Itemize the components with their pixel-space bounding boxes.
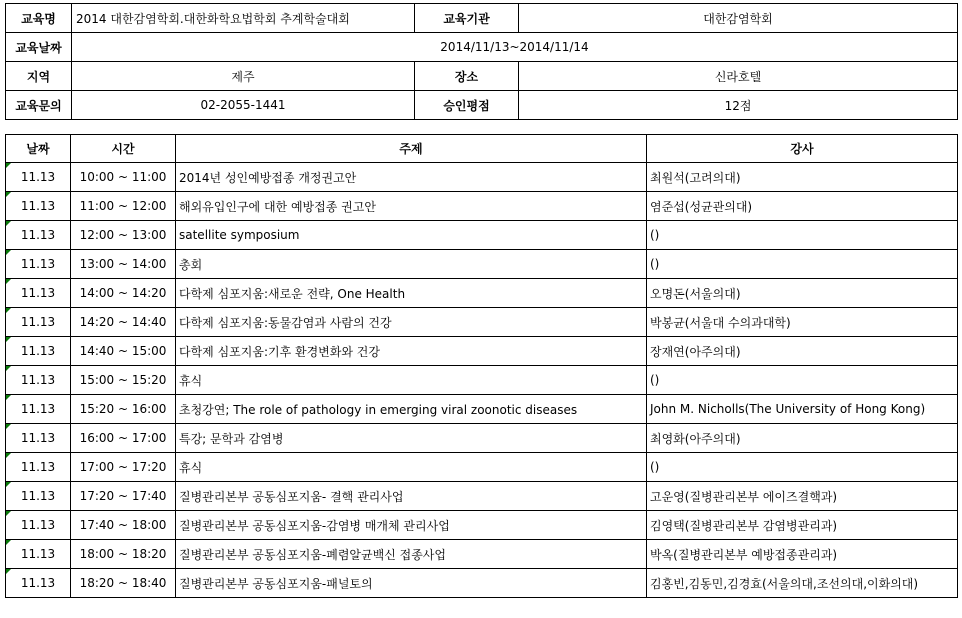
time-cell-text: 18:20 ~ 18:40 — [79, 576, 167, 590]
date-cell[interactable] — [6, 308, 71, 337]
date-cell[interactable] — [6, 569, 71, 598]
topic-cell-text: 다학제 심포지움:새로운 전략, One Health — [179, 286, 406, 301]
topic-cell-text: 질병관리본부 공동심포지움-감염병 매개체 관리사업 — [179, 518, 450, 533]
contact-value: 02-2055-1441 — [72, 91, 415, 120]
table-row — [6, 424, 958, 453]
date-cell[interactable] — [6, 395, 71, 424]
cell-indicator-icon — [6, 250, 11, 255]
date-cell-text: 11.13 — [20, 315, 56, 329]
speaker-cell[interactable] — [647, 424, 958, 453]
topic-cell-text: 초청강연; The role of pathology in emerging viral zoonotic diseases — [179, 402, 578, 417]
credit-label: 승인평점 — [415, 91, 519, 120]
topic-cell[interactable] — [176, 221, 647, 250]
topic-cell[interactable] — [176, 366, 647, 395]
speaker-cell-text: 염준섭(성균관의대) — [650, 199, 753, 214]
speaker-cell[interactable] — [647, 250, 958, 279]
table-row — [6, 540, 958, 569]
speaker-cell[interactable] — [647, 192, 958, 221]
course-name-value: 2014 대한감염학회.대한화학요법학회 추계학술대회 — [72, 4, 415, 33]
time-cell[interactable] — [71, 163, 176, 192]
date-cell-text: 11.13 — [20, 489, 56, 503]
topic-cell-text: 휴식 — [179, 373, 203, 388]
date-cell-text: 11.13 — [20, 518, 56, 532]
header-time: 시간 — [71, 135, 176, 163]
table-row — [6, 163, 958, 192]
topic-cell[interactable] — [176, 540, 647, 569]
topic-cell-text: 해외유입인구에 대한 예방접종 권고안 — [179, 199, 376, 214]
cell-indicator-icon — [6, 569, 11, 574]
schedule-header-row — [6, 135, 958, 163]
topic-cell[interactable] — [176, 337, 647, 366]
cell-indicator-icon — [6, 308, 11, 313]
venue-value: 신라호텔 — [519, 62, 958, 91]
speaker-cell-text: () — [650, 460, 660, 474]
cell-indicator-icon — [6, 395, 11, 400]
course-date-label: 교육날짜 — [6, 33, 72, 62]
time-cell-text: 16:00 ~ 17:00 — [79, 431, 167, 445]
time-cell-text: 14:40 ~ 15:00 — [79, 344, 167, 358]
date-cell-text: 11.13 — [20, 228, 56, 242]
speaker-cell[interactable] — [647, 569, 958, 598]
speaker-cell-text: () — [650, 373, 660, 387]
course-org-label: 교육기관 — [415, 4, 519, 33]
topic-cell[interactable] — [176, 511, 647, 540]
speaker-cell-text: () — [650, 228, 660, 242]
speaker-cell-text: 김홍빈,김동민,김경효(서울의대,조선의대,이화의대) — [650, 576, 919, 591]
date-cell-text: 11.13 — [20, 373, 56, 387]
speaker-cell-text: 박옥(질병관리본부 예방접종관리과) — [650, 547, 838, 562]
table-row — [6, 337, 958, 366]
time-cell[interactable] — [71, 424, 176, 453]
table-row — [6, 308, 958, 337]
time-cell-text: 15:00 ~ 15:20 — [79, 373, 167, 387]
time-cell[interactable] — [71, 366, 176, 395]
course-name-label: 교육명 — [6, 4, 72, 33]
time-cell-text: 17:20 ~ 17:40 — [79, 489, 167, 503]
header-topic: 주제 — [176, 135, 647, 163]
cell-indicator-icon — [6, 366, 11, 371]
table-row — [6, 221, 958, 250]
cell-indicator-icon — [6, 221, 11, 226]
speaker-cell-text: 김영택(질병관리본부 감염병관리과) — [650, 518, 838, 533]
cell-indicator-icon — [6, 337, 11, 342]
time-cell-text: 18:00 ~ 18:20 — [79, 547, 167, 561]
time-cell[interactable] — [71, 337, 176, 366]
date-cell-text: 11.13 — [20, 199, 56, 213]
cell-indicator-icon — [6, 453, 11, 458]
topic-cell[interactable] — [176, 424, 647, 453]
time-cell[interactable] — [71, 540, 176, 569]
topic-cell[interactable] — [176, 395, 647, 424]
table-row — [6, 250, 958, 279]
topic-cell[interactable] — [176, 192, 647, 221]
info-row-contact — [6, 91, 958, 120]
topic-cell-text: 휴식 — [179, 460, 203, 475]
header-speaker: 강사 — [647, 135, 958, 163]
cell-indicator-icon — [6, 511, 11, 516]
date-cell[interactable] — [6, 424, 71, 453]
speaker-cell-text: 장재연(아주의대) — [650, 344, 741, 359]
cell-indicator-icon — [6, 424, 11, 429]
topic-cell[interactable] — [176, 482, 647, 511]
speaker-cell-text: () — [650, 257, 660, 271]
speaker-cell[interactable] — [647, 308, 958, 337]
speaker-cell[interactable] — [647, 221, 958, 250]
cell-indicator-icon — [6, 482, 11, 487]
topic-cell-text: 다학제 심포지움:기후 환경변화와 건강 — [179, 344, 380, 359]
table-row — [6, 192, 958, 221]
time-cell-text: 17:40 ~ 18:00 — [79, 518, 167, 532]
date-cell[interactable] — [6, 337, 71, 366]
date-cell-text: 11.13 — [20, 344, 56, 358]
table-row — [6, 395, 958, 424]
topic-cell[interactable] — [176, 569, 647, 598]
date-cell[interactable] — [6, 163, 71, 192]
info-row-date — [6, 33, 958, 62]
venue-label: 장소 — [415, 62, 519, 91]
time-cell[interactable] — [71, 192, 176, 221]
time-cell-text: 15:20 ~ 16:00 — [79, 402, 167, 416]
topic-cell[interactable] — [176, 308, 647, 337]
header-date: 날짜 — [6, 135, 71, 163]
date-cell-text: 11.13 — [20, 402, 56, 416]
topic-cell-text: 특강; 문학과 감염병 — [179, 431, 284, 446]
date-cell[interactable] — [6, 540, 71, 569]
contact-label: 교육문의 — [6, 91, 72, 120]
date-cell-text: 11.13 — [20, 170, 56, 184]
time-cell[interactable] — [71, 250, 176, 279]
date-cell-text: 11.13 — [20, 547, 56, 561]
time-cell[interactable] — [71, 453, 176, 482]
time-cell-text: 12:00 ~ 13:00 — [79, 228, 167, 242]
credit-value: 12점 — [519, 91, 958, 120]
time-cell[interactable] — [71, 221, 176, 250]
speaker-cell-text: 고운영(질병관리본부 에이즈결핵과) — [650, 489, 838, 504]
speaker-cell[interactable] — [647, 337, 958, 366]
speaker-cell-text: 최영화(아주의대) — [650, 431, 741, 446]
time-cell-text: 11:00 ~ 12:00 — [79, 199, 167, 213]
time-cell-text: 17:00 ~ 17:20 — [79, 460, 167, 474]
topic-cell[interactable] — [176, 250, 647, 279]
topic-cell-text: 질병관리본부 공동심포지움- 결핵 관리사업 — [179, 489, 404, 504]
cell-indicator-icon — [6, 540, 11, 545]
speaker-cell-text: 박봉균(서울대 수의과대학) — [650, 315, 791, 330]
date-cell-text: 11.13 — [20, 576, 56, 590]
table-row — [6, 453, 958, 482]
time-cell-text: 13:00 ~ 14:00 — [79, 257, 167, 271]
speaker-cell[interactable] — [647, 395, 958, 424]
date-cell[interactable] — [6, 511, 71, 540]
topic-cell-text: 다학제 심포지움:동물감염과 사람의 건강 — [179, 315, 392, 330]
info-row-name — [6, 4, 958, 33]
speaker-cell[interactable] — [647, 279, 958, 308]
speaker-cell-text: 오명돈(서울의대) — [650, 286, 741, 301]
date-cell-text: 11.13 — [20, 257, 56, 271]
time-cell[interactable] — [71, 511, 176, 540]
topic-cell-text: 2014년 성인예방접종 개정권고안 — [179, 170, 357, 185]
date-cell[interactable] — [6, 250, 71, 279]
topic-cell-text: 질병관리본부 공동심포지움-폐렴알균백신 접종사업 — [179, 547, 446, 562]
schedule-table — [5, 134, 958, 598]
topic-cell[interactable] — [176, 279, 647, 308]
speaker-cell-text: 최원석(고려의대) — [650, 170, 741, 185]
time-cell[interactable] — [71, 395, 176, 424]
table-row — [6, 366, 958, 395]
date-cell[interactable] — [6, 453, 71, 482]
table-row — [6, 279, 958, 308]
time-cell[interactable] — [71, 308, 176, 337]
table-row — [6, 569, 958, 598]
speaker-cell[interactable] — [647, 453, 958, 482]
topic-cell-text: 질병관리본부 공동심포지움-패널토의 — [179, 576, 373, 591]
speaker-cell-text: John M. Nicholls(The University of Hong Kong) — [650, 402, 926, 416]
table-row — [6, 511, 958, 540]
date-cell[interactable] — [6, 482, 71, 511]
region-label: 지역 — [6, 62, 72, 91]
table-row — [6, 482, 958, 511]
cell-indicator-icon — [6, 163, 11, 168]
time-cell[interactable] — [71, 569, 176, 598]
date-cell-text: 11.13 — [20, 460, 56, 474]
time-cell-text: 10:00 ~ 11:00 — [79, 170, 167, 184]
date-cell[interactable] — [6, 221, 71, 250]
topic-cell-text: 총회 — [179, 257, 203, 272]
time-cell-text: 14:00 ~ 14:20 — [79, 286, 167, 300]
date-cell-text: 11.13 — [20, 431, 56, 445]
speaker-cell[interactable] — [647, 511, 958, 540]
time-cell[interactable] — [71, 279, 176, 308]
speaker-cell[interactable] — [647, 540, 958, 569]
course-date-value: 2014/11/13~2014/11/14 — [72, 33, 958, 62]
date-cell-text: 11.13 — [20, 286, 56, 300]
time-cell-text: 14:20 ~ 14:40 — [79, 315, 167, 329]
date-cell[interactable] — [6, 279, 71, 308]
course-info-table — [5, 3, 958, 120]
topic-cell[interactable] — [176, 163, 647, 192]
topic-cell-text: satellite symposium — [179, 228, 300, 242]
speaker-cell[interactable] — [647, 163, 958, 192]
schedule-body — [6, 163, 958, 598]
speaker-cell[interactable] — [647, 366, 958, 395]
cell-indicator-icon — [6, 192, 11, 197]
cell-indicator-icon — [6, 279, 11, 284]
date-cell[interactable] — [6, 366, 71, 395]
speaker-cell[interactable] — [647, 482, 958, 511]
course-org-value: 대한감염학회 — [519, 4, 958, 33]
info-row-region — [6, 62, 958, 91]
time-cell[interactable] — [71, 482, 176, 511]
topic-cell[interactable] — [176, 453, 647, 482]
date-cell[interactable] — [6, 192, 71, 221]
region-value: 제주 — [72, 62, 415, 91]
